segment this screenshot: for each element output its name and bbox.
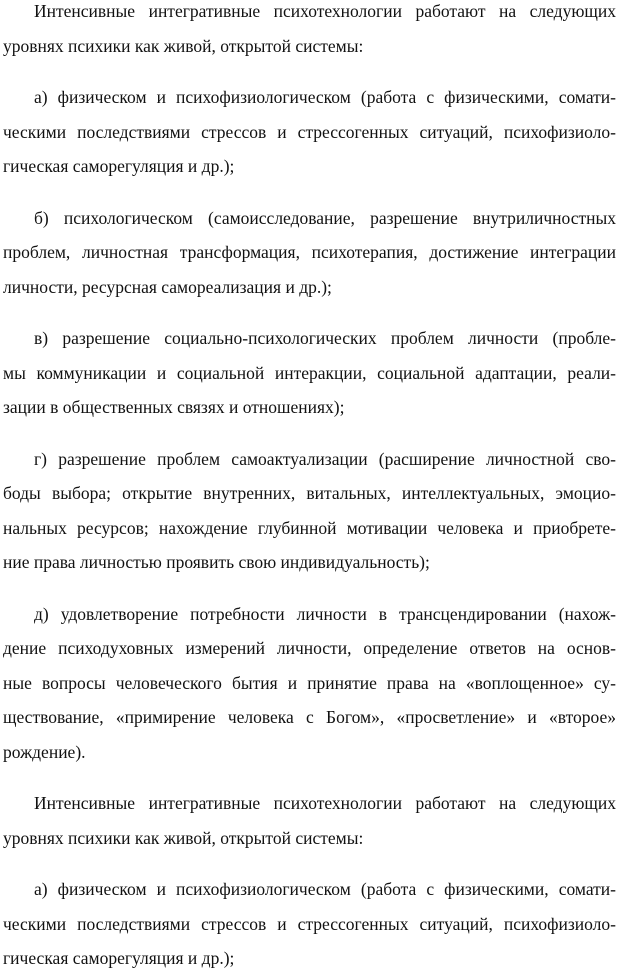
paragraph-intro-repeat [3, 786, 616, 855]
text-line: а) физическом и психофизиологическом (работа с физическими, сомати- [34, 879, 616, 899]
text-line: рождение). [3, 741, 86, 762]
text-line: ческими последствиями стрессов и стрессогенных ситуаций, психофизиоло- [3, 913, 616, 934]
paragraph-item-d [3, 597, 616, 770]
text-line: уровнях психики как живой, открытой системы: [3, 827, 364, 848]
text-line: проблем, личностная трансформация, психотерапия, достижение интеграции [3, 242, 616, 262]
paragraph-item-g [3, 442, 616, 580]
text-line: боды выбора; открытие внутренних, витальных, интеллектуальных, эмоцио- [3, 483, 616, 503]
text-line: гическая саморегуляция и др.); [3, 948, 235, 968]
text-line: в) разрешение социально-психологических проблем личности (пробле- [34, 328, 616, 348]
text-line: ческими последствиями стрессов и стрессогенных ситуаций, психофизиоло- [3, 121, 616, 142]
text-line: дение психодуховных измерений личности, определение ответов на основ- [3, 638, 616, 658]
text-line: Интенсивные интегративные психотехнологии работают на следующих [34, 793, 616, 813]
text-line: нальных ресурсов; нахождение глубинной мотивации человека и приобрете- [3, 517, 616, 538]
paragraph-item-a [3, 80, 616, 184]
paragraph-intro [3, 0, 616, 63]
text-line: б) психологическом (самоисследование, разрешение внутриличностных [34, 207, 616, 228]
paragraph-item-a-repeat [3, 872, 616, 976]
text-line: ные вопросы человеческого бытия и принятие права на «воплощенное» су- [3, 672, 616, 693]
text-line: а) физическом и психофизиологическом (работа с физическими, сомати- [34, 87, 616, 107]
text-line: Интенсивные интегративные психотехнологии работают на следующих [34, 1, 616, 21]
text-line: д) удовлетворение потребности личности в трансцендировании (нахож- [34, 603, 616, 624]
text-line: ние права личностью проявить свою индивидуальность); [3, 552, 430, 572]
text-line: гическая саморегуляция и др.); [3, 156, 235, 176]
text-line: уровнях психики как живой, открытой системы: [3, 35, 364, 56]
text-line: г) разрешение проблем самоактуализации (расширение личностной сво- [34, 448, 616, 469]
text-line: ществование, «примирение человека с Богом», «просветление» и «второе» [3, 707, 616, 727]
text-line: зации в общественных связях и отношениях); [3, 397, 345, 417]
text-line: личности, ресурсная самореализация и др.); [3, 276, 332, 297]
paragraph-item-v [3, 321, 616, 425]
text-line: мы коммуникации и социальной интеракции, социальной адаптации, реали- [3, 362, 616, 383]
paragraph-item-b [3, 201, 616, 305]
